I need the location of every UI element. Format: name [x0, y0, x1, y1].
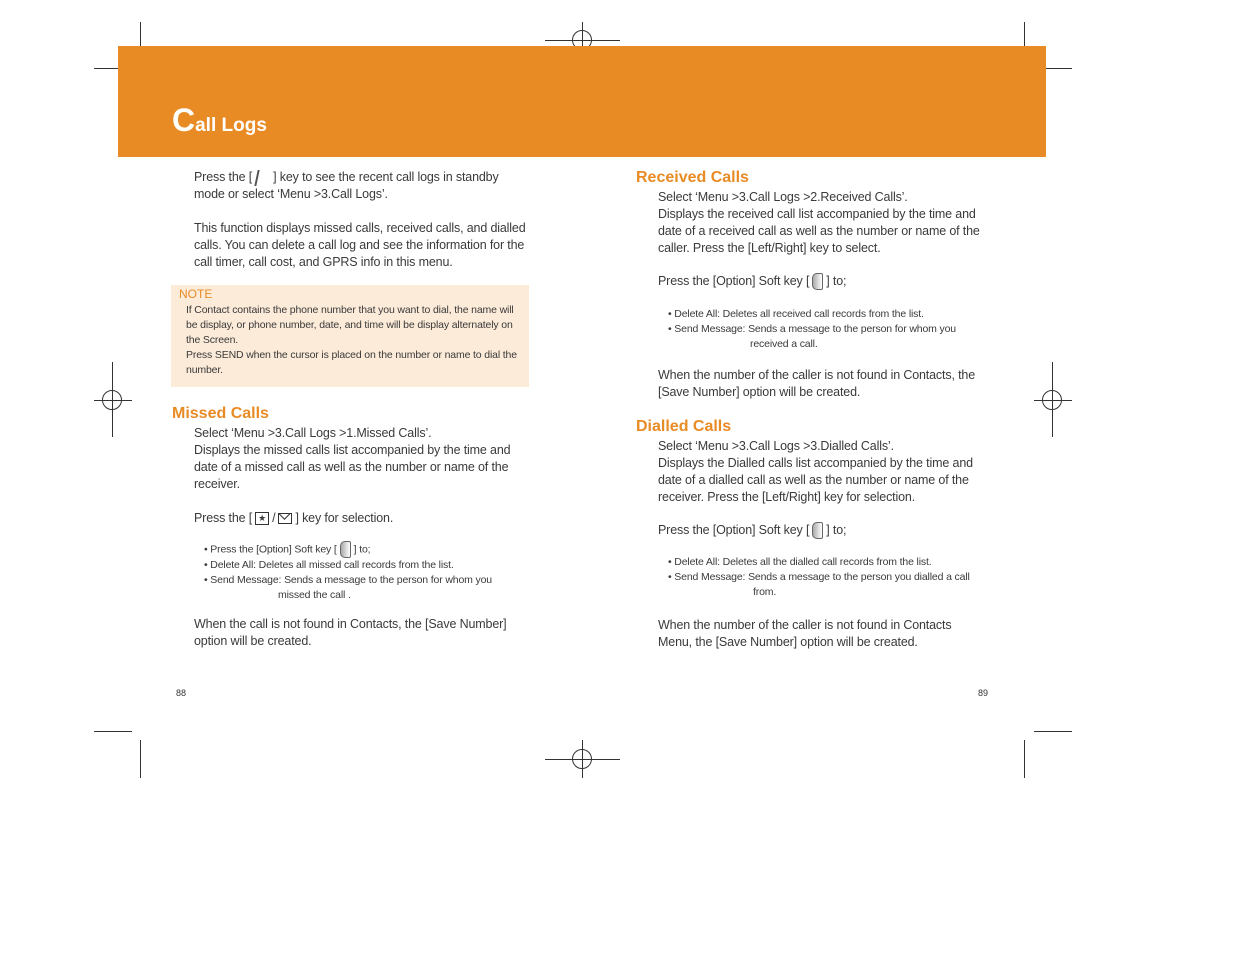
page-number-right: 89: [978, 688, 989, 698]
star-key-icon: ★: [255, 512, 269, 525]
list-item-continued: from.: [753, 586, 777, 598]
list-item: • Delete All: Deletes all the dialled call records from the list.: [668, 556, 932, 568]
dialled-bullets: [668, 555, 998, 600]
list-item: • Press the [Option] Soft key [ ] to;: [204, 541, 524, 558]
dialled-press-line: Press the [Option] Soft key [ ] to;: [658, 522, 846, 539]
list-item: • Send Message: Sends a message to the person for whom you: [204, 574, 492, 586]
title-initial: C: [172, 102, 196, 138]
intro-paragraph-1: Press the [ ] key to see the recent call logs in standby mode or select ‘Menu >3.Call Logs’.: [194, 170, 499, 201]
missed-calls-heading: Missed Calls: [172, 405, 269, 422]
note-text: If Contact contains the phone number that you want to dial, the name will be display, or phone number, date, and time will be display alternately on the Screen. Press SEND when the cursor is placed on the number or name to dial the number.: [186, 304, 517, 376]
missed-calls-body: Select ‘Menu >3.Call Logs >1.Missed Calls’. Displays the missed calls list accompanied by the time and date of a missed call as well as the number or name of the receiver.: [194, 426, 511, 491]
list-item: • Send Message: Sends a message to the person for whom you: [668, 323, 956, 335]
received-calls-body: Select ‘Menu >3.Call Logs >2.Received Calls’. Displays the received call list accompanied by the time and date of a received call as well as the number or name of the caller. Press the [Left/Right] key to select.: [658, 190, 980, 255]
received-bullets: [668, 307, 998, 352]
page-number-left: 88: [176, 688, 187, 698]
list-item-continued: missed the call .: [278, 589, 351, 601]
list-item-continued: received a call.: [750, 338, 818, 350]
missed-bullets: [204, 541, 524, 603]
received-press-line: Press the [Option] Soft key [ ] to;: [658, 273, 846, 290]
dialled-footer: When the number of the caller is not found in Contacts Menu, the [Save Number] option will be created.: [658, 618, 952, 649]
soft-key-icon: [340, 541, 351, 558]
missed-press-line: Press the [ ★ / ] key for selection.: [194, 511, 394, 525]
received-footer: When the number of the caller is not found in Contacts, the [Save Number] option will be created.: [658, 368, 976, 399]
missed-footer: When the call is not found in Contacts, the [Save Number] option will be created.: [194, 617, 507, 648]
soft-key-icon: [812, 522, 823, 539]
message-key-icon: [278, 513, 292, 524]
received-calls-heading: Received Calls: [636, 169, 749, 186]
list-item: • Delete All: Deletes all missed call records from the list.: [204, 559, 454, 571]
dialled-calls-heading: Dialled Calls: [636, 418, 732, 435]
dialled-calls-body: Select ‘Menu >3.Call Logs >3.Dialled Calls’. Displays the Dialled calls list accompanied by the time and date of a dialled call as well as the number or name of the receiver. Press the [Left/Right] key for selection.: [658, 439, 973, 504]
list-item: • Delete All: Deletes all received call records from the list.: [668, 308, 924, 320]
note-label: NOTE: [179, 287, 213, 301]
list-item: • Send Message: Sends a message to the person you dialled a call: [668, 571, 970, 583]
soft-key-icon: [812, 273, 823, 290]
intro-paragraph-2: This function displays missed calls, received calls, and dialled calls. You can delete a call log and see the information for the call timer, call cost, and GPRS info in this menu.: [194, 221, 526, 269]
title-rest: all Logs: [195, 115, 267, 136]
page-title: [172, 104, 267, 137]
header-banner: [118, 46, 1046, 157]
send-key-icon: [254, 170, 270, 186]
